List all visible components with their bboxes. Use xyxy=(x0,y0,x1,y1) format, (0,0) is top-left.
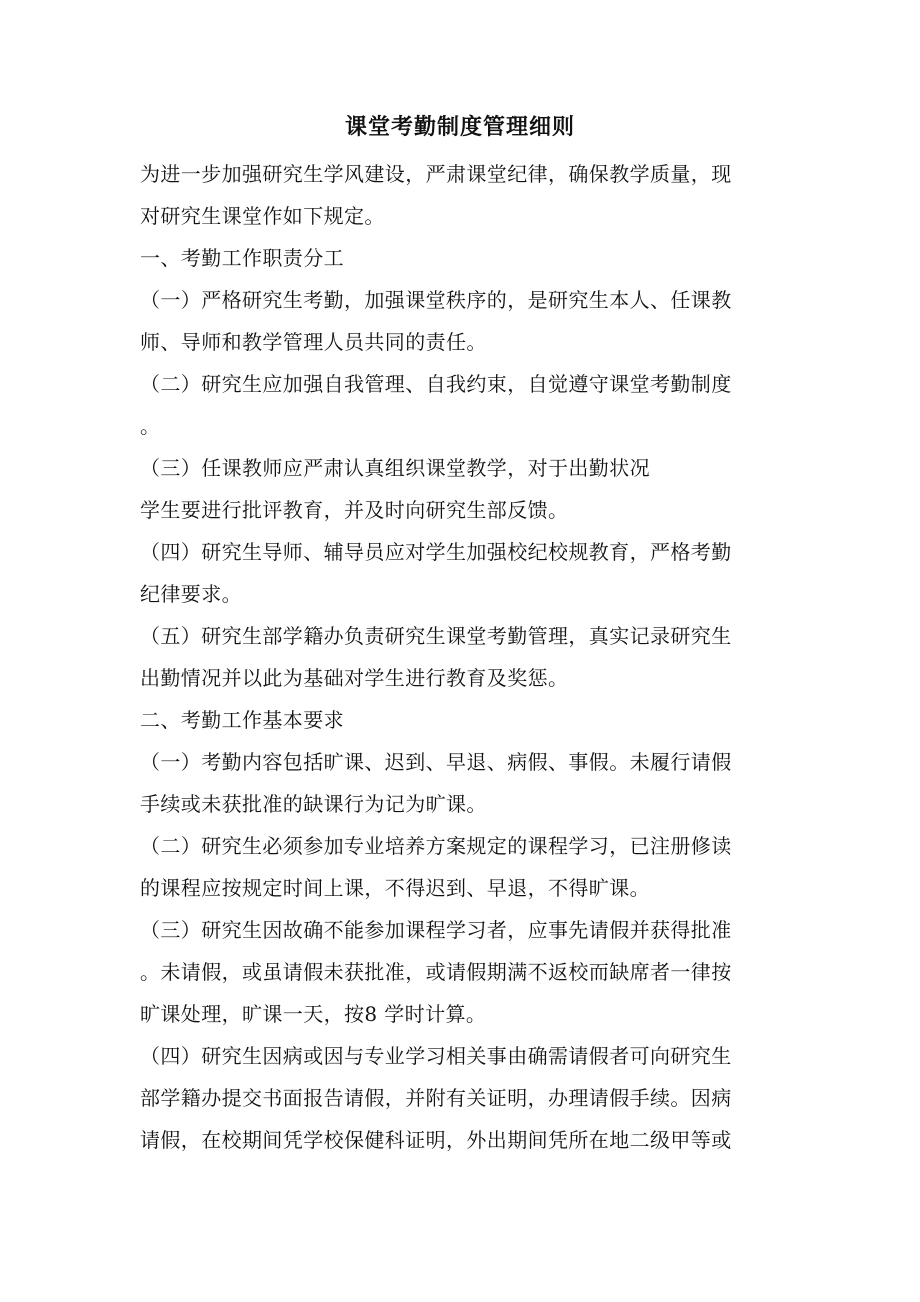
text-line: （四）研究生导师、辅导员应对学生加强校纪校规教育，严格考勤 xyxy=(140,540,732,564)
text-line: 学生要进行批评教育，并及时向研究生部反馈。 xyxy=(140,498,569,522)
section-heading: 二、考勤工作基本要求 xyxy=(140,708,344,732)
text-line: （一）考勤内容包括旷课、迟到、早退、病假、事假。未履行请假 xyxy=(140,750,732,774)
text-line: 师、导师和教学管理人员共同的责任。 xyxy=(140,330,487,354)
text-line: （三）任课教师应严肃认真组织课堂教学，对于出勤状况 xyxy=(140,456,650,480)
text-line: 部学籍办提交书面报告请假，并附有关证明，办理请假手续。因病 xyxy=(140,1086,732,1110)
text-line: （三）研究生因故确不能参加课程学习者，应事先请假并获得批准 xyxy=(140,918,732,942)
text-line: 。未请假，或虽请假未获批准，或请假期满不返校而缺席者一律按 xyxy=(140,960,732,984)
text-line: 手续或未获批准的缺课行为记为旷课。 xyxy=(140,792,487,816)
text-line: 的课程应按规定时间上课，不得迟到、早退，不得旷课。 xyxy=(140,876,650,900)
text-line: （四）研究生因病或因与专业学习相关事由确需请假者可向研究生 xyxy=(140,1044,732,1068)
text-line: 旷课处理，旷课一天，按8 学时计算。 xyxy=(140,1002,487,1026)
document-title: 课堂考勤制度管理细则 xyxy=(344,114,575,140)
text-line: 纪律要求。 xyxy=(140,582,242,606)
text-line: （二）研究生必须参加专业培养方案规定的课程学习，已注册修读 xyxy=(140,834,732,858)
text-line: （一）严格研究生考勤，加强课堂秩序的，是研究生本人、任课教 xyxy=(140,288,732,312)
text-line: 出勤情况并以此为基础对学生进行教育及奖惩。 xyxy=(140,666,569,690)
text-line: 对研究生课堂作如下规定。 xyxy=(140,204,385,228)
text-line: 为进一步加强研究生学风建设，严肃课堂纪律，确保教学质量，现 xyxy=(140,162,732,186)
text-line: 请假，在校期间凭学校保健科证明，外出期间凭所在地二级甲等或 xyxy=(140,1128,732,1152)
section-heading: 一、考勤工作职责分工 xyxy=(140,246,344,270)
text-line: （五）研究生部学籍办负责研究生课堂考勤管理，真实记录研究生 xyxy=(140,624,732,648)
text-line: （二）研究生应加强自我管理、自我约束，自觉遵守课堂考勤制度 xyxy=(140,372,732,396)
text-line: 。 xyxy=(140,414,161,438)
